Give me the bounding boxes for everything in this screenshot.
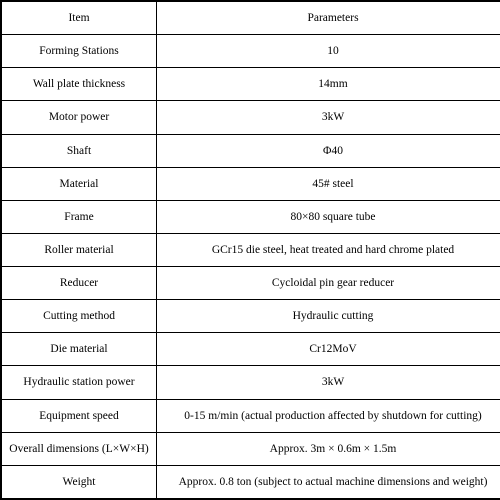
- row-item-value: GCr15 die steel, heat treated and hard chrome plated: [157, 233, 500, 266]
- table-body: [1, 1, 500, 499]
- row-item-value: Cr12MoV: [157, 333, 500, 366]
- row-item-label: Equipment speed: [1, 399, 157, 432]
- header-item: Item: [1, 1, 157, 35]
- row-item-value: 3kW: [157, 366, 500, 399]
- row-item-label: Hydraulic station power: [1, 366, 157, 399]
- row-item-label: Shaft: [1, 134, 157, 167]
- table-header-row: [1, 1, 500, 35]
- table-row: [1, 333, 500, 366]
- row-item-label: Die material: [1, 333, 157, 366]
- row-item-label: Weight: [1, 465, 157, 499]
- row-item-value: 10: [157, 35, 500, 68]
- row-item-label: Reducer: [1, 267, 157, 300]
- row-item-value: Approx. 3m × 0.6m × 1.5m: [157, 432, 500, 465]
- table-row: [1, 465, 500, 499]
- row-item-label: Overall dimensions (L×W×H): [1, 432, 157, 465]
- table-row: [1, 68, 500, 101]
- row-item-label: Forming Stations: [1, 35, 157, 68]
- table-row: [1, 167, 500, 200]
- row-item-value: 3kW: [157, 101, 500, 134]
- header-parameters: Parameters: [157, 1, 500, 35]
- table-row: [1, 267, 500, 300]
- row-item-label: Cutting method: [1, 300, 157, 333]
- table-row: [1, 101, 500, 134]
- row-item-value: 80×80 square tube: [157, 200, 500, 233]
- row-item-label: Material: [1, 167, 157, 200]
- table-row: [1, 432, 500, 465]
- row-item-value: 45# steel: [157, 167, 500, 200]
- table-row: [1, 35, 500, 68]
- row-item-value: Hydraulic cutting: [157, 300, 500, 333]
- row-item-label: Motor power: [1, 101, 157, 134]
- table-row: [1, 399, 500, 432]
- row-item-label: Roller material: [1, 233, 157, 266]
- table-row: [1, 233, 500, 266]
- row-item-value: 14mm: [157, 68, 500, 101]
- row-item-label: Frame: [1, 200, 157, 233]
- row-item-label: Wall plate thickness: [1, 68, 157, 101]
- table-row: [1, 300, 500, 333]
- row-item-value: Approx. 0.8 ton (subject to actual machine dimensions and weight): [157, 465, 500, 499]
- row-item-value: Cycloidal pin gear reducer: [157, 267, 500, 300]
- table-row: [1, 200, 500, 233]
- table-row: [1, 134, 500, 167]
- row-item-value: Φ40: [157, 134, 500, 167]
- row-item-value: 0-15 m/min (actual production affected by shutdown for cutting): [157, 399, 500, 432]
- table-row: [1, 366, 500, 399]
